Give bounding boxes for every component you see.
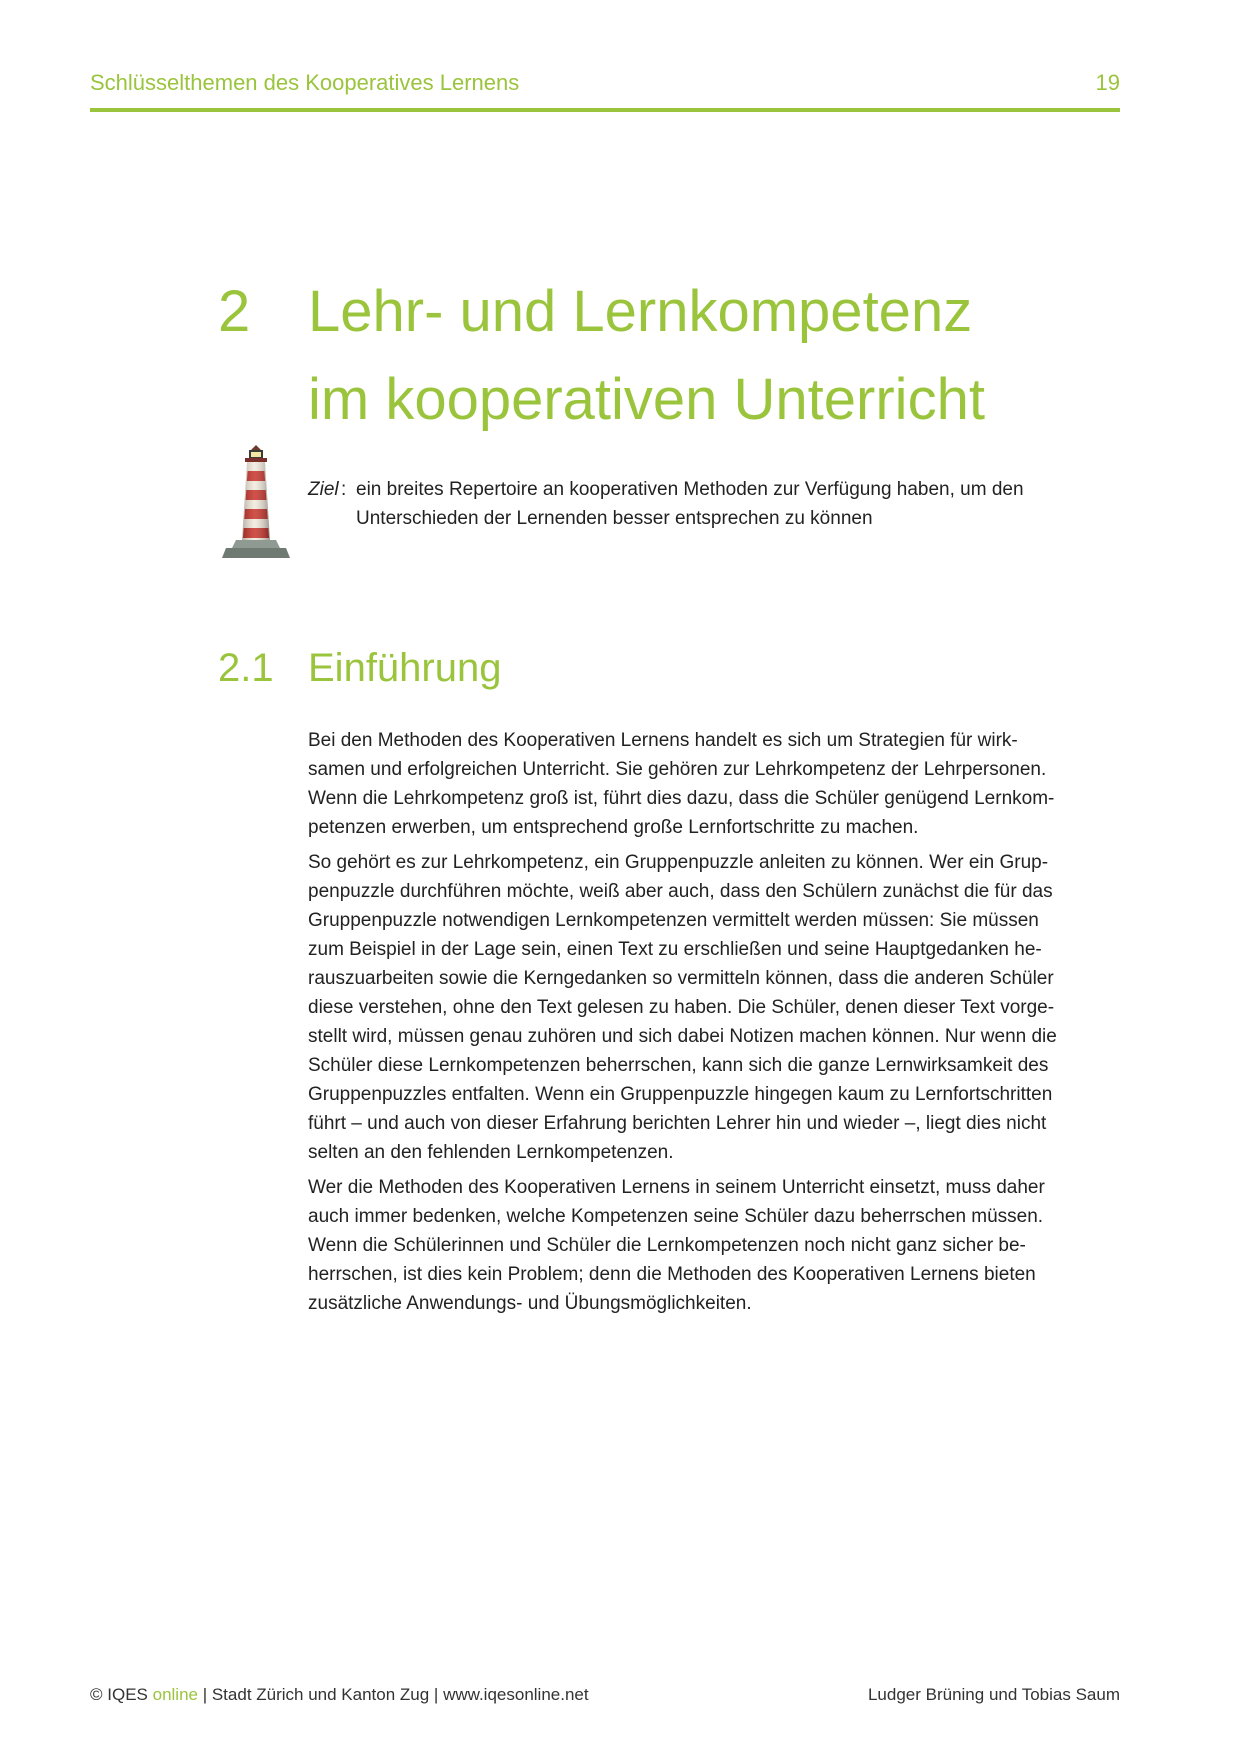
paragraph (308, 848, 1108, 1167)
page-number: 19 (1095, 70, 1120, 95)
goal-colon: : (341, 479, 347, 500)
text-line: Wenn die Lehrkompetenz groß ist, führt dies dazu, dass die Schüler genügend Lernkom- (308, 788, 1055, 809)
text-line: diese verstehen, ohne den Text gelesen zu haben. Die Schüler, denen dieser Text vorge- (308, 997, 1055, 1018)
paragraph (308, 726, 1108, 842)
text-line: Schüler diese Lernkompetenzen beherrschen, kann sich die ganze Lernwirksamkeit des (308, 1055, 1049, 1076)
text-line: petenzen erwerben, um entsprechend große Lernfortschritte zu machen. (308, 817, 919, 838)
text-line: zusätzliche Anwendungs- und Übungsmöglichkeiten. (308, 1293, 752, 1314)
footer-copyright: © IQES (90, 1685, 148, 1704)
text-line: rauszuarbeiten sowie die Kerngedanken so vermitteln können, dass die anderen Schüler (308, 968, 1054, 989)
goal-label: Ziel (308, 479, 339, 500)
text-line: selten an den fehlenden Lernkompetenzen. (308, 1142, 674, 1163)
footer-source: | Stadt Zürich und Kanton Zug | www.iqesonline.net (197, 1685, 589, 1704)
goal-text-line: Unterschieden der Lernenden besser entsprechen zu können (356, 508, 873, 529)
text-line: herrschen, ist dies kein Problem; denn die Methoden des Kooperativen Lernens bieten (308, 1264, 1036, 1285)
chapter-title-line: im kooperativen Unterricht (308, 367, 985, 432)
text-line: samen und erfolgreichen Unterricht. Sie gehören zur Lehrkompetenz der Lehrpersonen. (308, 759, 1047, 780)
text-line: Gruppenpuzzles entfalten. Wenn ein Gruppenpuzzle hingegen kaum zu Lernfortschritten (308, 1084, 1053, 1105)
footer-authors: Ludger Brüning und Tobias Saum (867, 1685, 1120, 1704)
goal-text-line: ein breites Repertoire an kooperativen Methoden zur Verfügung haben, um den (356, 479, 1024, 500)
text-line: Wenn die Schülerinnen und Schüler die Lernkompetenzen noch nicht ganz sicher be- (308, 1235, 1026, 1256)
goal-text (356, 475, 1116, 533)
paragraph (308, 1173, 1108, 1318)
text-line: Bei den Methoden des Kooperativen Lernens handelt es sich um Strategien für wirk- (308, 730, 1018, 751)
running-header (90, 68, 1120, 112)
section-number: 2.1 (218, 646, 274, 690)
footer-brand-online: online (152, 1685, 198, 1704)
chapter-number: 2 (218, 279, 251, 344)
chapter-title-line: Lehr- und Lernkompetenz (308, 279, 973, 344)
text-line: So gehört es zur Lehrkompetenz, ein Gruppenpuzzle anleiten zu können. Wer ein Grup- (308, 852, 1049, 873)
text-line: auch immer bedenken, welche Kompetenzen seine Schüler dazu beherrschen müssen. (308, 1206, 1044, 1227)
lighthouse-icon (220, 444, 292, 562)
body-text (308, 726, 1108, 1324)
text-line: führt – und auch von dieser Erfahrung berichten Lehrer hin und wieder –, liegt dies nicht (308, 1113, 1047, 1134)
running-header-title: Schlüsselthemen des Kooperatives Lernens (90, 70, 520, 95)
text-line: zum Beispiel in der Lage sein, einen Text zu erschließen und seine Hauptgedanken he- (308, 939, 1042, 960)
text-line: Wer die Methoden des Kooperativen Lernens in seinem Unterricht einsetzt, muss daher (308, 1177, 1045, 1198)
text-line: stellt wird, müssen genau zuhören und sich dabei Notizen machen können. Nur wenn die (308, 1026, 1057, 1047)
section-title: Einführung (308, 646, 502, 690)
chapter-title (308, 268, 1108, 444)
footer-left (90, 1685, 589, 1705)
text-line: penpuzzle durchführen möchte, weiß aber auch, dass den Schülern zunächst die für das (308, 881, 1053, 902)
text-line: Gruppenpuzzle notwendigen Lernkompetenzen vermittelt werden müssen: Sie müssen (308, 910, 1039, 931)
